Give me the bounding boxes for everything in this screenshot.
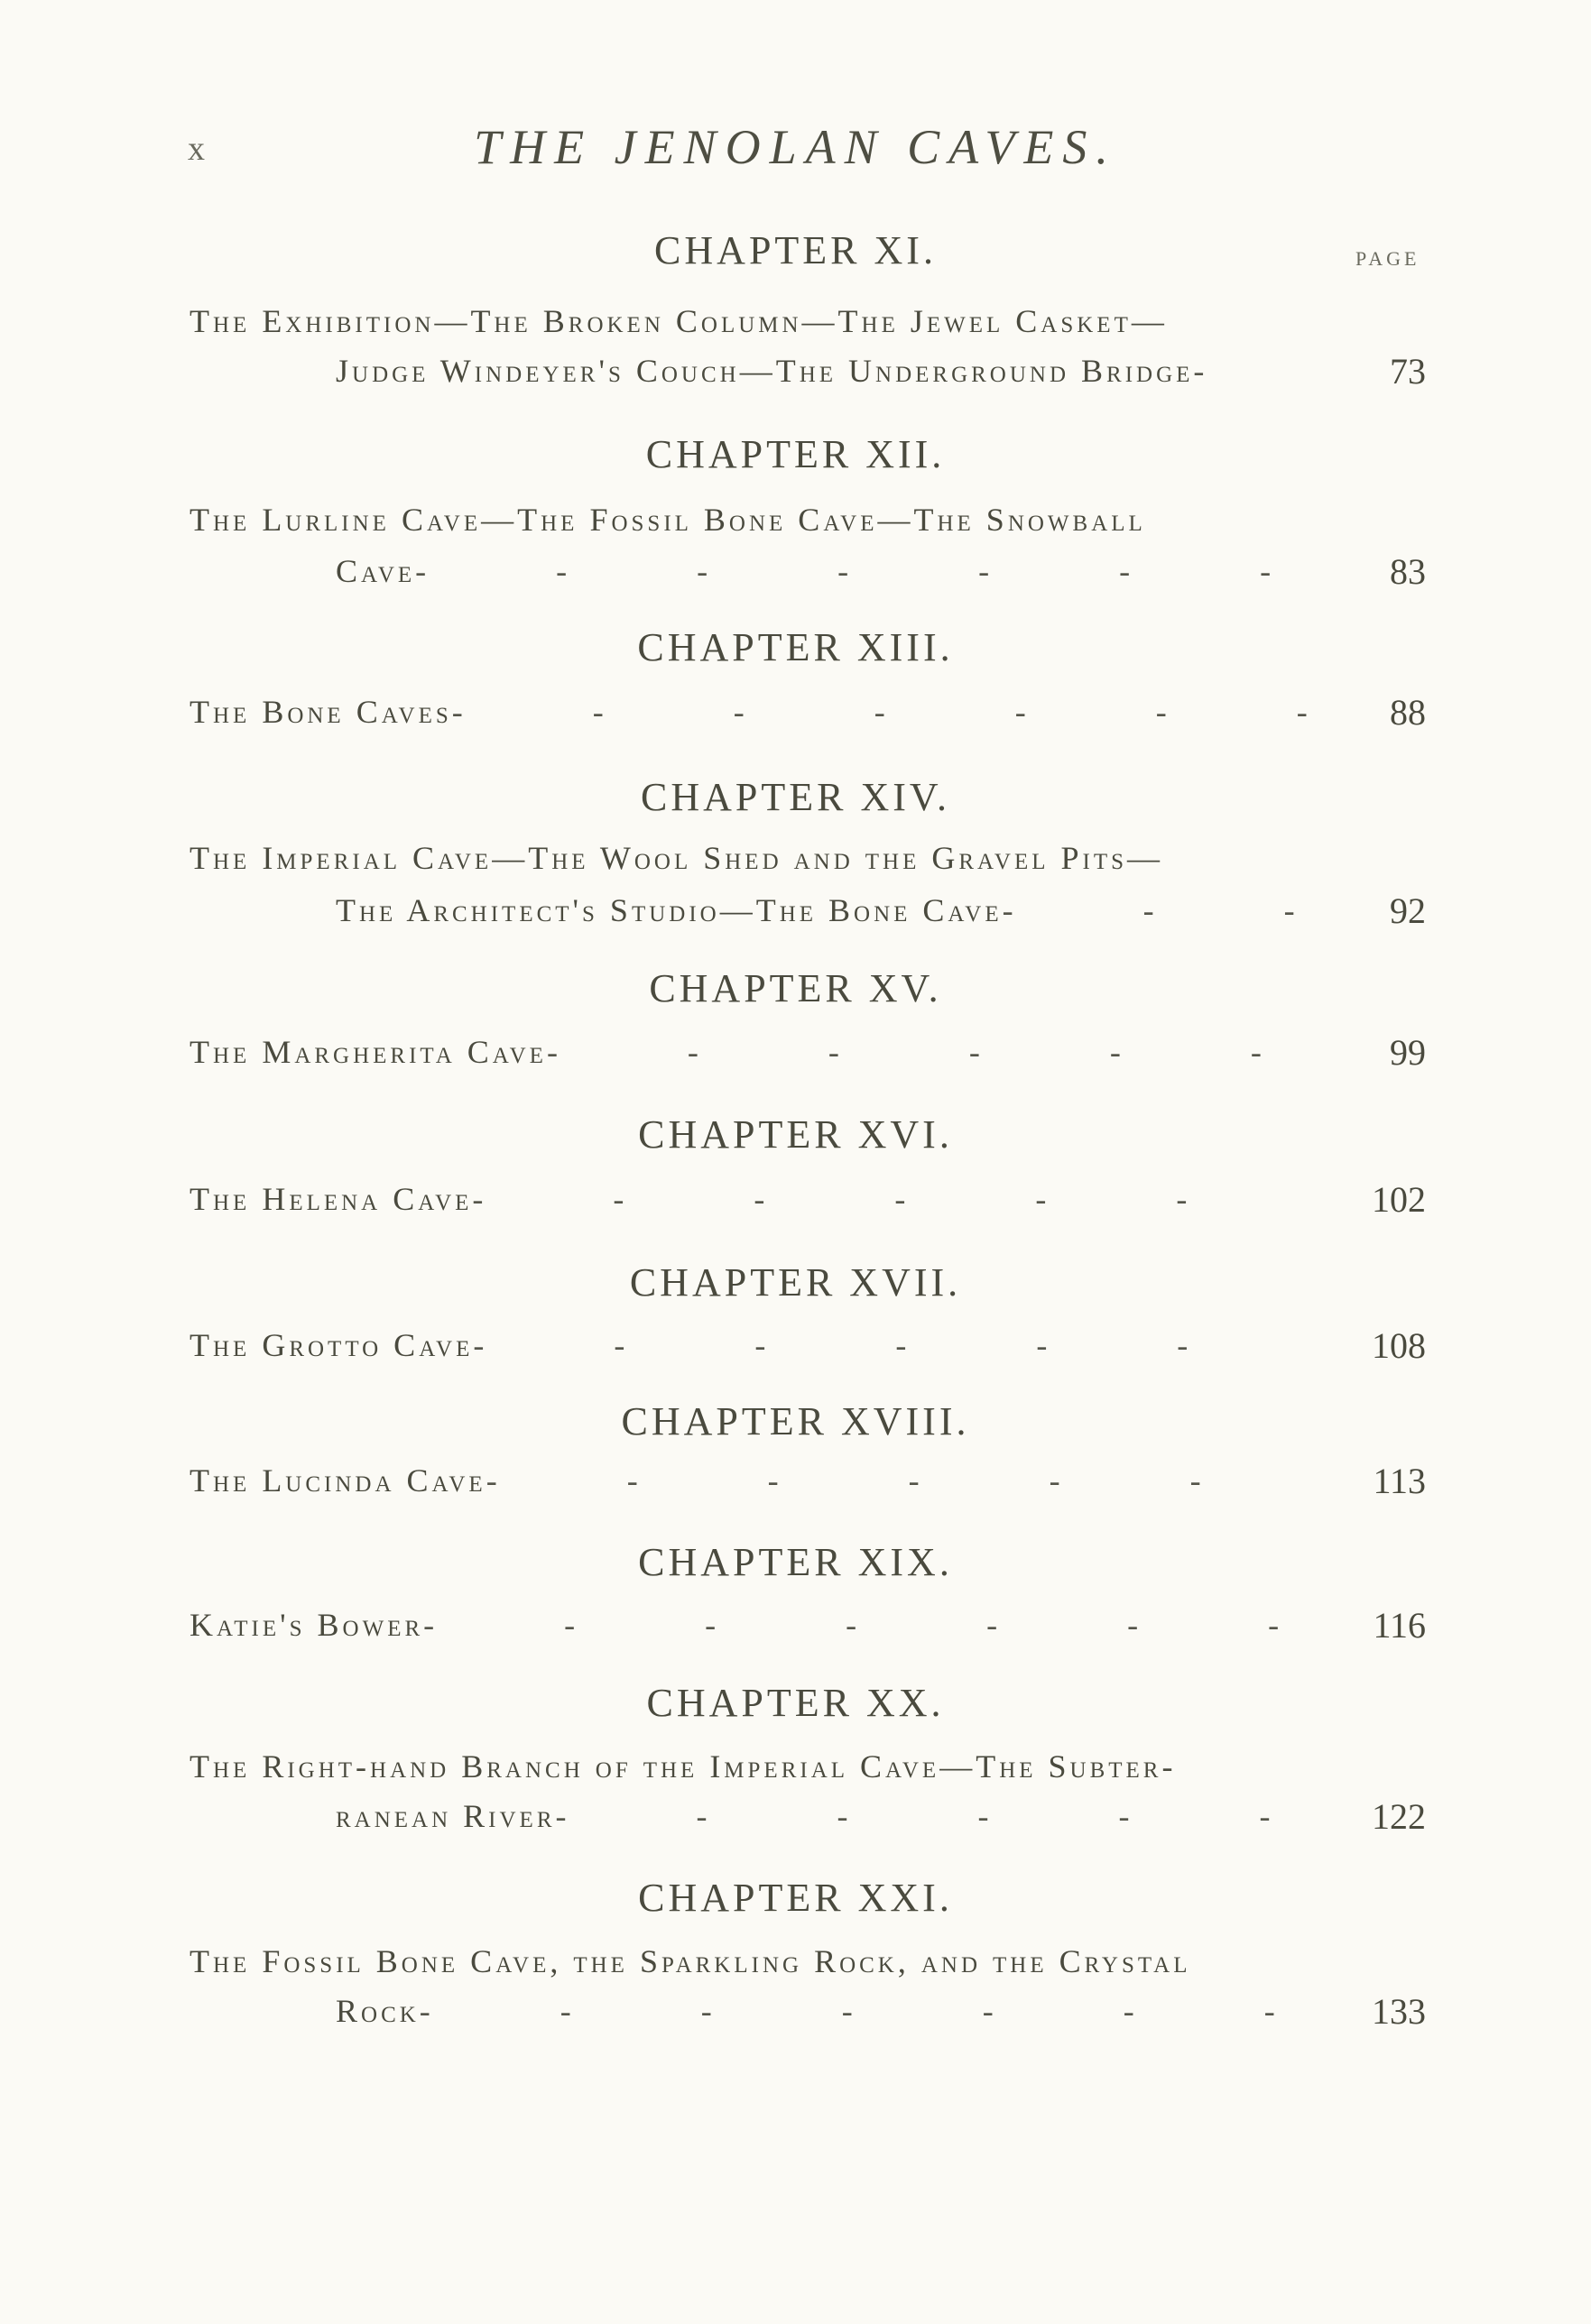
chapter-heading: CHAPTER XI.	[654, 228, 937, 272]
dot-leaders	[1193, 352, 1309, 390]
chapter-title-text: ranean River	[336, 1798, 556, 1834]
chapter-title-text: The Lucinda Cave	[190, 1462, 486, 1499]
chapter-title-line	[336, 552, 1309, 590]
chapter-title-line	[190, 693, 1309, 731]
chapter-title-text: Katie's Bower	[190, 1607, 424, 1643]
page-number: x	[188, 130, 207, 168]
dot-leaders	[423, 1606, 1309, 1644]
chapter-title-line	[190, 1606, 1309, 1644]
chapter-title-line	[190, 302, 1309, 340]
chapter-title-text: The Right-hand Branch of the Imperial Cave—The Subter-	[190, 1748, 1177, 1784]
dot-leaders	[472, 1180, 1309, 1218]
chapter-heading: CHAPTER XX.	[646, 1681, 945, 1725]
chapter-title-line	[190, 839, 1309, 877]
chapter-title-line	[190, 1942, 1309, 1980]
page-reference: 133	[1372, 1991, 1426, 2032]
chapter-title-text: The Bone Caves	[190, 694, 452, 730]
chapter-title-line	[336, 1992, 1309, 2030]
chapter-title-text: The Helena Cave	[190, 1181, 473, 1217]
page-reference: 108	[1372, 1325, 1426, 1366]
dot-leaders	[415, 552, 1309, 590]
dot-leaders	[1003, 891, 1309, 929]
chapter-title-text: The Fossil Bone Cave, the Sparkling Rock, and the Crystal	[190, 1943, 1191, 1979]
chapter-heading: CHAPTER XIV.	[640, 775, 950, 819]
page-reference: 102	[1372, 1179, 1426, 1220]
chapter-title-line	[190, 1748, 1309, 1785]
dot-leaders	[473, 1326, 1309, 1364]
page-reference: 88	[1390, 692, 1426, 733]
dot-leaders	[556, 1797, 1309, 1835]
dot-leaders	[547, 1033, 1309, 1071]
chapter-title-text: The Architect's Studio—The Bone Cave	[336, 892, 1003, 928]
page-reference: 113	[1373, 1461, 1426, 1501]
chapter-title-line	[190, 1180, 1309, 1218]
chapter-title-line	[336, 1797, 1309, 1835]
chapter-title-line	[336, 891, 1309, 929]
chapter-title-text: The Imperial Cave—The Wool Shed and the Gravel Pits—	[190, 840, 1164, 876]
chapter-title-text: The Grotto Cave	[190, 1327, 474, 1363]
chapter-title-text: Judge Windeyer's Couch—The Underground Bridge	[336, 353, 1194, 389]
chapter-heading: CHAPTER XII.	[645, 432, 946, 476]
chapter-heading: CHAPTER XIX.	[638, 1540, 953, 1584]
dot-leaders	[486, 1462, 1309, 1499]
chapter-title-line	[336, 352, 1309, 390]
page-reference: 83	[1390, 551, 1426, 592]
dot-leaders	[452, 693, 1309, 731]
page-reference: 92	[1390, 890, 1426, 931]
chapter-heading: CHAPTER XIII.	[637, 625, 954, 669]
chapter-title-text: The Exhibition—The Broken Column—The Jewel Casket—	[190, 303, 1168, 339]
running-head: THE JENOLAN CAVES.	[474, 120, 1117, 174]
chapter-heading: CHAPTER XVIII.	[621, 1399, 970, 1443]
chapter-title-line	[190, 1462, 1309, 1499]
chapter-title-text: Cave	[336, 553, 416, 589]
chapter-title-line	[190, 1326, 1309, 1364]
page-reference: 116	[1373, 1605, 1426, 1646]
page-reference: 122	[1372, 1796, 1426, 1837]
page-column-label: PAGE	[1355, 247, 1420, 270]
page-reference: 99	[1390, 1032, 1426, 1073]
chapter-heading: CHAPTER XVII.	[629, 1260, 962, 1305]
chapter-title-text: The Lurline Cave—The Fossil Bone Cave—The Snowball	[190, 502, 1146, 538]
chapter-title-text: The Margherita Cave	[190, 1034, 547, 1070]
dot-leaders	[420, 1992, 1309, 2030]
chapter-title-line	[190, 1033, 1309, 1071]
chapter-heading: CHAPTER XXI.	[638, 1876, 953, 1920]
chapter-heading: CHAPTER XV.	[649, 966, 942, 1010]
chapter-heading: CHAPTER XVI.	[638, 1112, 953, 1157]
chapter-title-line	[190, 501, 1309, 539]
chapter-title-text: Rock	[336, 1993, 420, 2029]
page-reference: 73	[1390, 351, 1426, 392]
